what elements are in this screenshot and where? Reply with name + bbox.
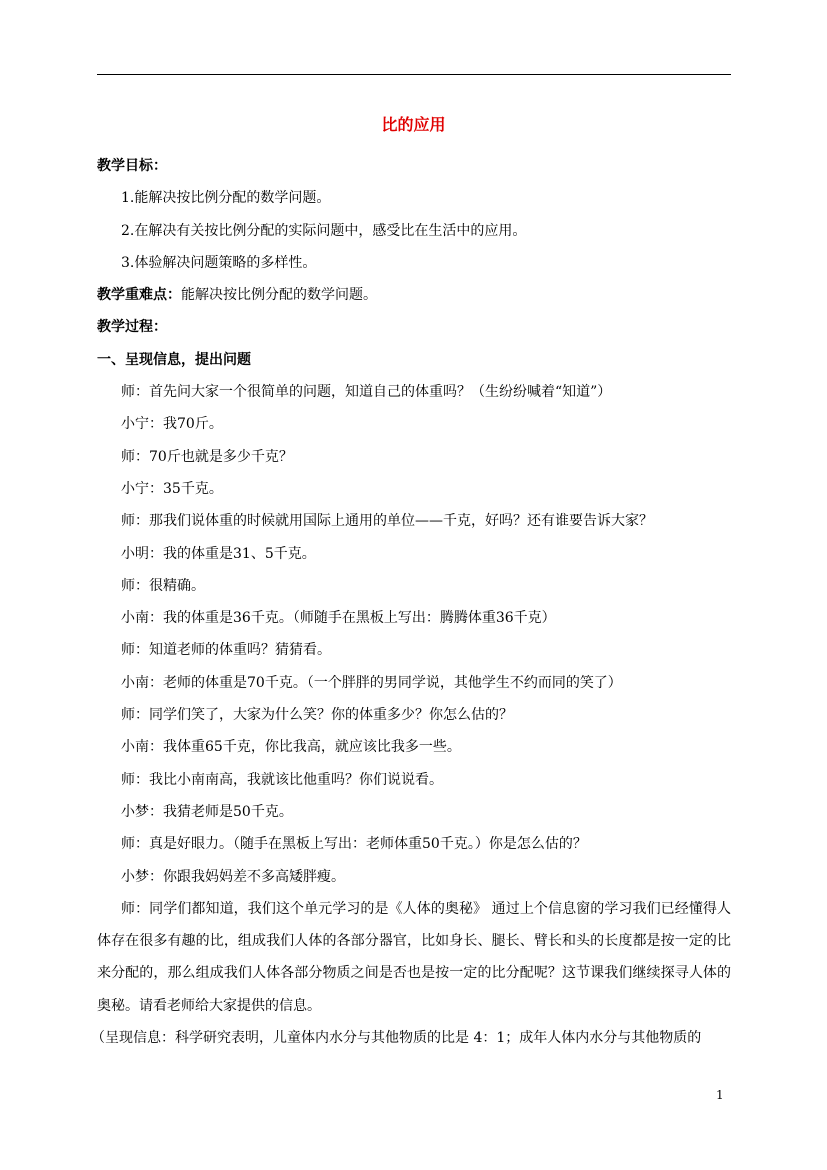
dialogue-line: 小宁：35千克。 [121,480,223,497]
dialogue-line: 小梦：你跟我妈妈差不多高矮胖瘦。 [121,868,345,885]
dialogue-line: 师：知道老师的体重吗？猜猜看。 [121,642,331,659]
process-heading: 教学过程： [97,319,167,336]
objective-item: 1.能解决按比例分配的数学问题。 [121,190,331,207]
key-points-text: 能解决按比例分配的数学问题。 [181,287,377,304]
document-title: 比的应用 [381,115,446,134]
dialogue-line: 小明：我的体重是31、5千克。 [121,545,316,562]
dialogue-line: 师：70斤也就是多少千克？ [121,448,293,465]
dialogue-line: 师：首先问大家一个很简单的问题，知道自己的体重吗？（生纷纷喊着“知道”） [121,384,612,401]
dialogue-line: 小南：老师的体重是70千克。（一个胖胖的男同学说，其他学生不约而同的笑了） [121,674,622,691]
objective-item: 3.体验解决问题策略的多样性。 [121,254,317,271]
dialogue-line: 小南：我的体重是36千克。（师随手在黑板上写出：腾腾体重36千克） [121,610,556,627]
dialogue-line: 师：真是好眼力。（随手在黑板上写出：老师体重50千克。）你是怎么估的？ [121,836,587,853]
dialogue-line: 师：那我们说体重的时候就用国际上通用的单位——千克，好吗？还有谁要告诉大家？ [121,513,653,530]
objectives-heading: 教学目标： [97,158,167,174]
dialogue-line: 师：同学们笑了，大家为什么笑？你的体重多少？你怎么估的？ [121,707,513,724]
dialogue-line: 小宁：我70斤。 [121,416,223,433]
info-paragraph: （呈现信息：科学研究表明，儿童体内水分与其他物质的比是 4：1；成年人体内水分与其他物质的 [91,1030,702,1047]
dialogue-line: 师：很精确。 [121,577,205,594]
key-points-line [97,279,731,311]
dialogue-line: 师：我比小南南高，我就该比他重吗？你们说说看。 [121,771,443,788]
dialogue-line: 小南：我体重65千克，你比我高，就应该比我多一些。 [121,739,461,756]
objective-item: 2.在解决有关按比例分配的实际问题中，感受比在生活中的应用。 [121,222,527,239]
document-body [91,150,731,1054]
dialogue-line: 小梦：我猜老师是50千克。 [121,803,293,820]
section-heading: 一、呈现信息，提出问题 [97,351,251,368]
page-number: 1 [716,1088,724,1102]
body-paragraph: 师：同学们都知道，我们这个单元学习的是《人体的奥秘》 通过上个信息窗的学习我们已经懂得人体存在很多有趣的比，组成我们人体的各部分器官，比如身长、腿长、臂长和头的长度都是按一定的比来分配的，那么组成我们人体各部分物质之间是否也是按一定的比分配呢？这节课我们继续探寻人体的奥秘。请看老师给大家提供的信息。 [97,900,731,1014]
key-points-label: 教学重难点： [97,287,181,304]
header-rule [97,74,731,75]
